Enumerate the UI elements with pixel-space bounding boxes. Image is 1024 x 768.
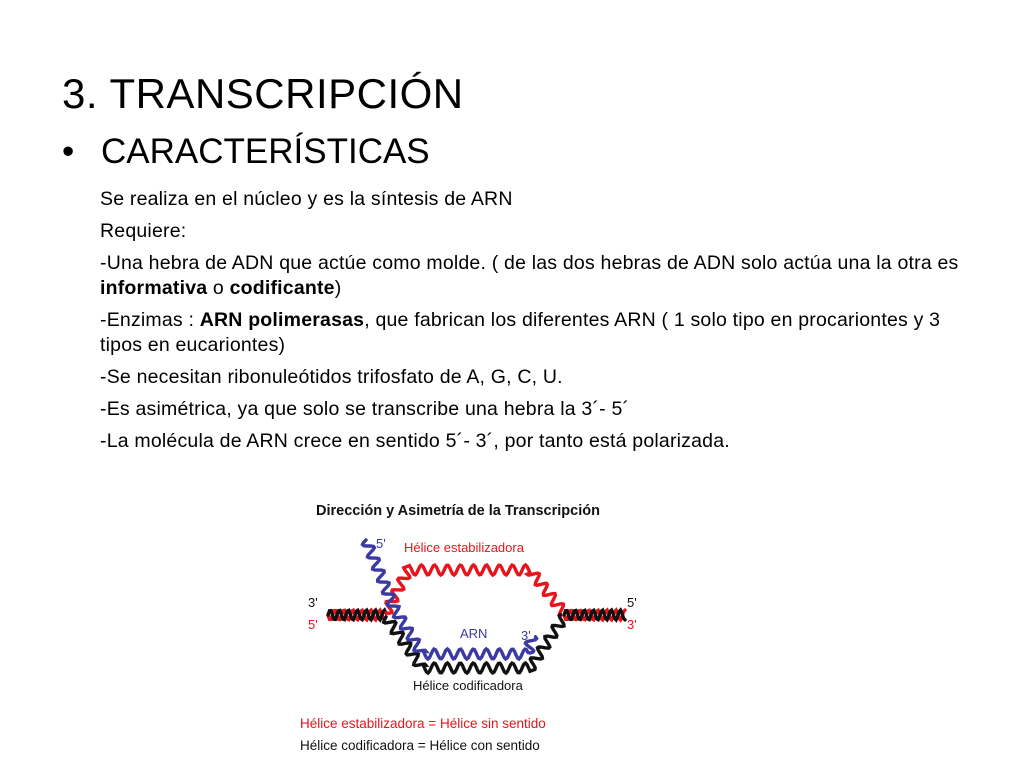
paragraph-requiere: Requiere: bbox=[100, 220, 187, 242]
paragraph-ribonucleotidos: -Se necesitan ribonuleótidos trifosfato de A, G, C, U. bbox=[100, 366, 563, 388]
transcription-diagram bbox=[290, 496, 670, 758]
label-5-prime-arn-start: 5' bbox=[376, 536, 386, 551]
label-arn: ARN bbox=[460, 626, 488, 641]
bullet-heading bbox=[62, 132, 430, 172]
label-left-5-prime: 5' bbox=[308, 617, 318, 632]
label-arn-3-prime: 3' bbox=[521, 628, 531, 643]
paragraph-nucleo: Se realiza en el núcleo y es la síntesis de ARN bbox=[100, 188, 513, 210]
legend-codificadora: Hélice codificadora = Hélice con sentido bbox=[300, 738, 540, 753]
paragraph-enzimas bbox=[100, 308, 960, 358]
paragraph-hebra-molde bbox=[100, 251, 960, 301]
estabilizadora-strand bbox=[386, 565, 563, 616]
label-helice-estabilizadora: Hélice estabilizadora bbox=[404, 540, 524, 555]
label-left-3-prime: 3' bbox=[308, 595, 318, 610]
legend-estabilizadora: Hélice estabilizadora = Hélice sin sentido bbox=[300, 716, 546, 731]
text-run: , que fabrican los diferentes ARN ( 1 solo tipo en procariontes y 3 tipos en eucariontes) bbox=[100, 309, 941, 356]
body-text bbox=[100, 187, 960, 461]
diagram-title: Dirección y Asimetría de la Transcripción bbox=[316, 503, 600, 519]
paragraph-asimetrica: -Es asimétrica, ya que solo se transcribe una hebra la 3´- 5´ bbox=[100, 398, 630, 420]
text-run: ) bbox=[334, 277, 342, 299]
paragraph-polarizada: -La molécula de ARN crece en sentido 5´- 3´, por tanto está polarizada. bbox=[100, 430, 730, 452]
text-run: -Una hebra de ADN que actúe como molde. ( de las dos hebras de ADN solo actúa una la otra es bbox=[100, 252, 959, 274]
bold-informativa: informativa bbox=[100, 277, 208, 299]
slide-title: 3. TRANSCRIPCIÓN bbox=[62, 70, 464, 117]
text-run: -Enzimas : bbox=[100, 309, 200, 331]
bullet-symbol: • bbox=[62, 132, 75, 171]
label-right-3-prime: 3' bbox=[627, 617, 637, 632]
bullet-text: CARACTERÍSTICAS bbox=[101, 132, 430, 171]
label-helice-codificadora: Hélice codificadora bbox=[413, 678, 523, 693]
label-right-5-prime: 5' bbox=[627, 595, 637, 610]
codificadora-strand bbox=[384, 615, 564, 674]
bold-codificante: codificante bbox=[229, 277, 335, 299]
bold-arn-polimerasas: ARN polimerasas bbox=[199, 309, 365, 331]
text-run: o bbox=[207, 277, 230, 299]
